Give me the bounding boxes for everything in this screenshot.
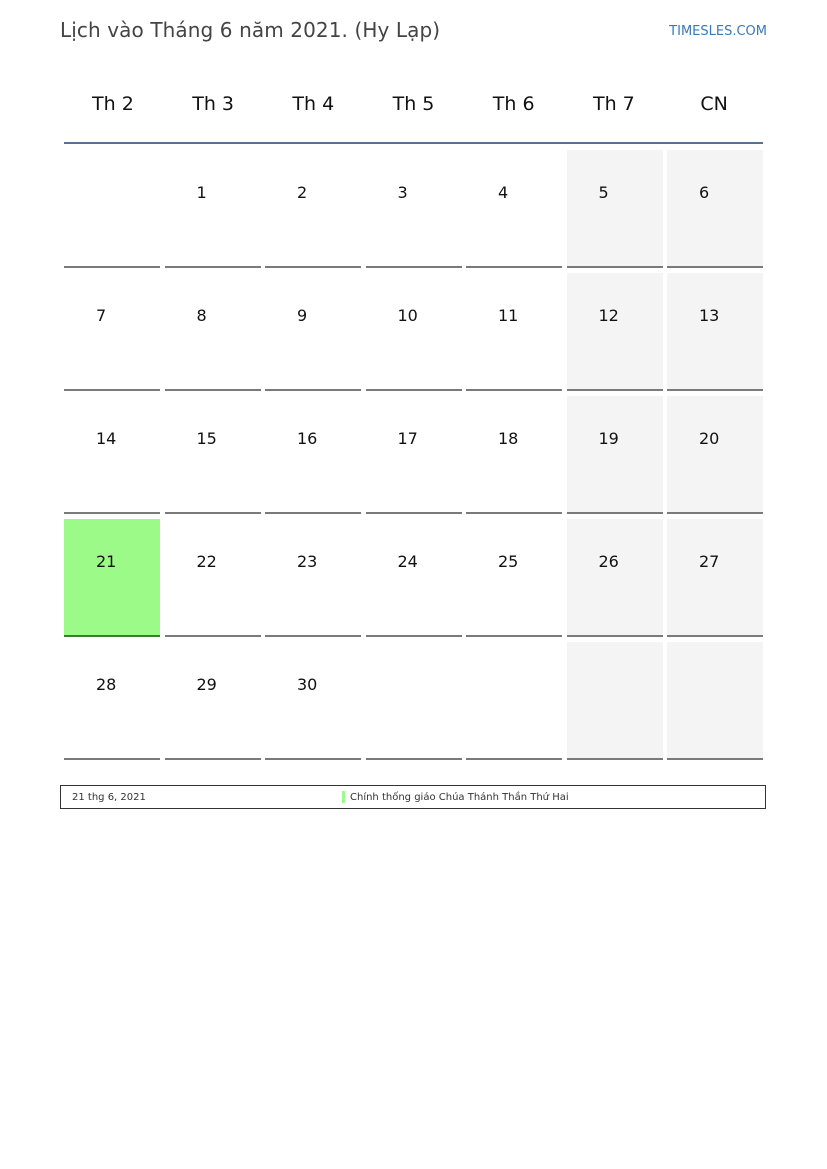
day-cell[interactable] xyxy=(466,519,562,637)
weekday-tue: Th 3 xyxy=(192,93,235,115)
day-cell[interactable] xyxy=(64,273,160,391)
day-cell[interactable] xyxy=(265,642,361,760)
day-cell[interactable] xyxy=(466,273,562,391)
day-number: 16 xyxy=(297,429,318,448)
day-number: 19 xyxy=(598,429,619,448)
empty-day-cell xyxy=(64,150,160,268)
day-cell[interactable] xyxy=(366,519,462,637)
day-number: 22 xyxy=(196,552,217,571)
day-cell[interactable] xyxy=(265,519,361,637)
weekday-fri: Th 6 xyxy=(492,93,535,115)
weekday-header-row xyxy=(64,80,763,142)
day-cell[interactable] xyxy=(165,396,261,514)
calendar-grid xyxy=(64,150,763,760)
day-number: 15 xyxy=(196,429,217,448)
day-number: 29 xyxy=(196,675,217,694)
day-cell[interactable] xyxy=(567,150,663,268)
day-number: 3 xyxy=(397,183,408,202)
weekday-sun: CN xyxy=(700,93,728,115)
day-cell[interactable] xyxy=(64,396,160,514)
day-cell[interactable] xyxy=(667,396,763,514)
holiday-legend xyxy=(60,785,766,809)
day-cell[interactable] xyxy=(265,150,361,268)
page-title: Lịch vào Tháng 6 năm 2021. (Hy Lạp) xyxy=(60,18,441,42)
empty-day-cell xyxy=(366,642,462,760)
legend-event: Chính thống giáo Chúa Thánh Thần Thứ Hai xyxy=(350,792,569,803)
day-number: 30 xyxy=(297,675,318,694)
day-cell[interactable] xyxy=(366,150,462,268)
day-number: 8 xyxy=(196,306,207,325)
weekday-thu: Th 5 xyxy=(392,93,435,115)
day-number: 18 xyxy=(498,429,519,448)
day-number: 20 xyxy=(699,429,720,448)
weekday-wed: Th 4 xyxy=(292,93,335,115)
day-number: 10 xyxy=(397,306,418,325)
day-number: 25 xyxy=(498,552,519,571)
legend-date: 21 thg 6, 2021 xyxy=(72,792,146,803)
day-number: 24 xyxy=(397,552,418,571)
day-cell[interactable] xyxy=(567,396,663,514)
weekday-mon: Th 2 xyxy=(92,93,134,115)
day-number: 11 xyxy=(498,306,519,325)
day-number: 6 xyxy=(699,183,710,202)
empty-day-cell xyxy=(667,642,763,760)
day-number: 17 xyxy=(397,429,418,448)
legend-color-marker xyxy=(342,791,345,803)
day-number: 5 xyxy=(598,183,609,202)
day-number: 13 xyxy=(699,306,720,325)
day-number: 9 xyxy=(297,306,308,325)
day-number: 14 xyxy=(96,429,117,448)
day-number: 1 xyxy=(196,183,207,202)
day-cell[interactable] xyxy=(265,396,361,514)
day-cell-holiday[interactable] xyxy=(64,519,160,637)
day-cell[interactable] xyxy=(165,150,261,268)
day-cell[interactable] xyxy=(667,519,763,637)
day-cell[interactable] xyxy=(567,273,663,391)
day-cell[interactable] xyxy=(466,396,562,514)
day-number: 26 xyxy=(598,552,619,571)
day-cell[interactable] xyxy=(165,642,261,760)
day-number: 12 xyxy=(598,306,619,325)
day-cell[interactable] xyxy=(366,273,462,391)
header-divider xyxy=(64,142,763,144)
day-number: 7 xyxy=(96,306,107,325)
day-number: 21 xyxy=(96,552,117,571)
day-number: 2 xyxy=(297,183,308,202)
day-cell[interactable] xyxy=(165,273,261,391)
empty-day-cell xyxy=(567,642,663,760)
day-cell[interactable] xyxy=(64,642,160,760)
day-number: 4 xyxy=(498,183,509,202)
day-cell[interactable] xyxy=(265,273,361,391)
day-cell[interactable] xyxy=(667,273,763,391)
day-number: 23 xyxy=(297,552,318,571)
day-number: 27 xyxy=(699,552,720,571)
empty-day-cell xyxy=(466,642,562,760)
brand-link[interactable]: TIMESLES.COM xyxy=(669,24,767,39)
day-cell[interactable] xyxy=(466,150,562,268)
weekday-sat: Th 7 xyxy=(592,93,635,115)
day-cell[interactable] xyxy=(567,519,663,637)
day-cell[interactable] xyxy=(667,150,763,268)
day-cell[interactable] xyxy=(165,519,261,637)
day-number: 28 xyxy=(96,675,117,694)
day-cell[interactable] xyxy=(366,396,462,514)
